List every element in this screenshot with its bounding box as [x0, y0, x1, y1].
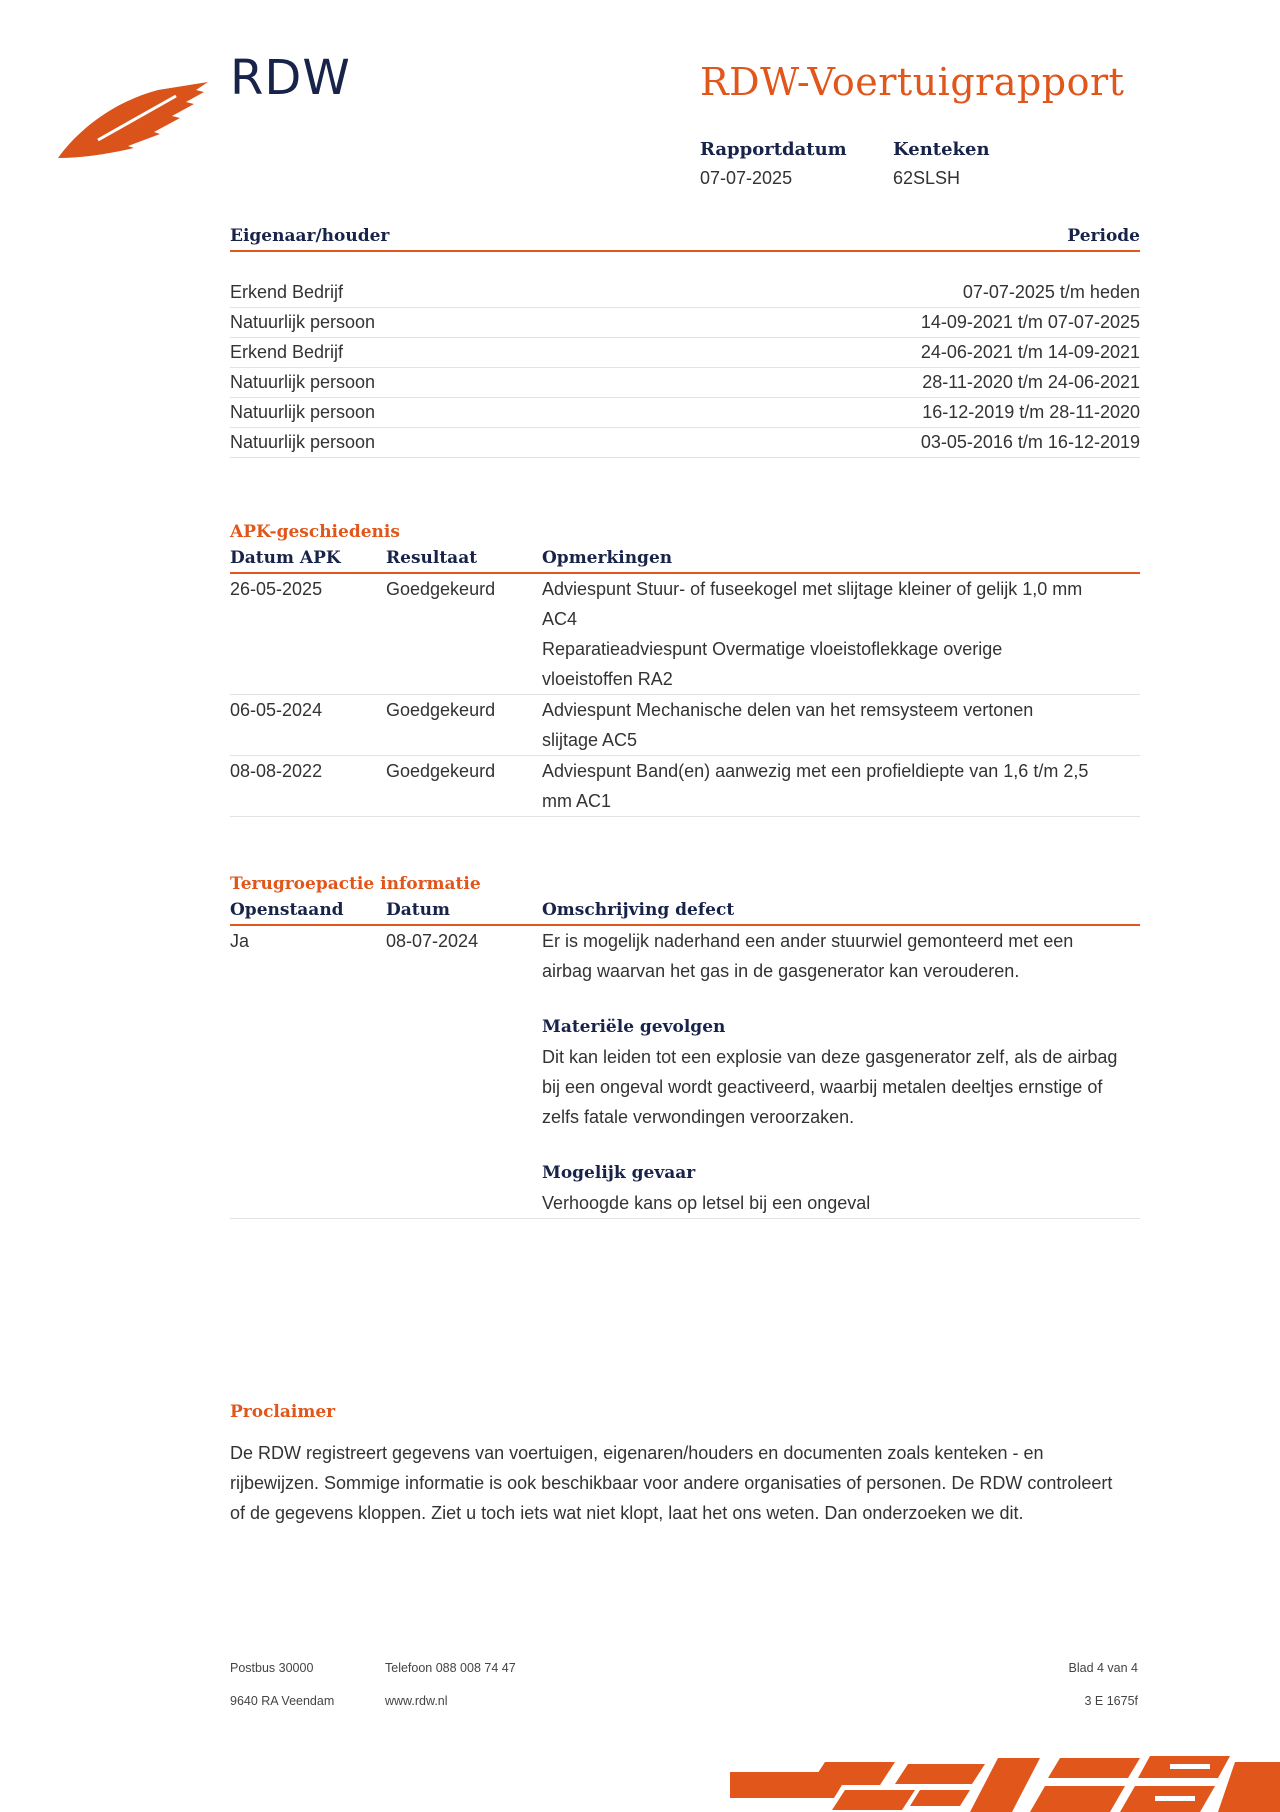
owner-cell: Natuurlijk persoon [230, 432, 376, 452]
col-period: Periode [1067, 226, 1140, 246]
logo-text: RDW [230, 50, 351, 106]
owner-cell: Natuurlijk persoon [230, 312, 376, 332]
recall-section [230, 872, 1140, 1219]
apk-section [230, 520, 1140, 817]
apk-remark: Adviespunt Stuur- of fuseekogel met slijtage kleiner of gelijk 1,0 mm AC4 [542, 579, 1083, 629]
period-cell: 28-11-2020 t/m 24-06-2021 [922, 372, 1140, 392]
consequences-text: Dit kan leiden tot een explosie van deze gasgenerator zelf, als de airbag bij een ongeval wordt geactiveerd, waarbij metalen deeltjes ernstige of zelfs fatale verwondingen veroorzaken. [542, 1047, 1118, 1127]
table-row [230, 926, 1140, 1219]
owner-cell: Natuurlijk persoon [230, 402, 376, 422]
recall-title: Terugroepactie informatie [230, 874, 481, 894]
table-row [230, 695, 1140, 756]
col-open: Openstaand [230, 900, 344, 920]
owners-header [230, 226, 1140, 252]
recall-header [230, 900, 1140, 926]
proclaimer-section [230, 1400, 1140, 1528]
rdw-stripes-icon [730, 1750, 1280, 1812]
apk-date-cell: 26-05-2025 [230, 579, 323, 599]
kenteken-value: 62SLSH [893, 168, 961, 188]
col-defect: Omschrijving defect [542, 900, 735, 920]
footer-phone: Telefoon 088 008 74 47 [385, 1661, 516, 1675]
danger-label: Mogelijk gevaar [542, 1163, 696, 1183]
col-recall-date: Datum [386, 900, 450, 920]
period-cell: 16-12-2019 t/m 28-11-2020 [922, 402, 1140, 422]
rapportdatum-label: Rapportdatum [700, 139, 847, 160]
table-row [230, 398, 1140, 428]
table-row [230, 428, 1140, 458]
report-title: RDW-Voertuigrapport [700, 60, 1125, 104]
proclaimer-text: De RDW registreert gegevens van voertuigen, eigenaren/houders en documenten zoals kenteken - en rijbewijzen. Sommige informatie is ook beschikbaar voor andere organisaties of personen. De RDW controleert of de gegevens kloppen. Ziet u toch iets wat niet klopt, laat het ons weten. Dan onderzoeken we dit. [230, 1443, 1113, 1523]
proclaimer-title: Proclaimer [230, 1402, 336, 1422]
rdw-logo-icon [58, 80, 208, 162]
recall-date-cell: 08-07-2024 [386, 931, 479, 951]
period-cell: 03-05-2016 t/m 16-12-2019 [920, 432, 1140, 452]
owners-section [230, 226, 1140, 458]
consequences-label: Materiële gevolgen [542, 1017, 726, 1037]
apk-remark: Reparatieadviespunt Overmatige vloeistoflekkage overige vloeistoffen RA2 [542, 639, 1003, 689]
apk-result-cell: Goedgekeurd [386, 761, 496, 781]
owner-cell: Erkend Bedrijf [230, 342, 344, 362]
apk-result-cell: Goedgekeurd [386, 579, 496, 599]
owner-cell: Natuurlijk persoon [230, 372, 376, 392]
owner-rows [230, 278, 1140, 458]
apk-title: APK-geschiedenis [230, 522, 400, 542]
rapportdatum-value: 07-07-2025 [700, 168, 793, 188]
col-apk-result: Resultaat [386, 548, 478, 568]
col-apk-remarks: Opmerkingen [542, 548, 673, 568]
footer-postbus: Postbus 30000 [230, 1661, 314, 1675]
footer-page: Blad 4 van 4 [1068, 1661, 1138, 1675]
apk-result-cell: Goedgekeurd [386, 700, 496, 720]
table-row [230, 756, 1140, 817]
apk-remarks-cell [542, 695, 1140, 755]
recall-desc-cell [542, 926, 1140, 1218]
kenteken-label: Kenteken [893, 139, 990, 160]
danger-text: Verhoogde kans op letsel bij een ongeval [542, 1193, 871, 1213]
owner-cell: Erkend Bedrijf [230, 282, 344, 302]
col-apk-date: Datum APK [230, 548, 341, 568]
period-cell: 07-07-2025 t/m heden [962, 282, 1140, 302]
table-row [230, 308, 1140, 338]
period-cell: 14-09-2021 t/m 07-07-2025 [920, 312, 1140, 332]
apk-date-cell: 08-08-2022 [230, 761, 323, 781]
table-row [230, 338, 1140, 368]
table-row [230, 278, 1140, 308]
recall-open-cell: Ja [230, 931, 250, 951]
apk-header [230, 548, 1140, 574]
period-cell: 24-06-2021 t/m 14-09-2021 [920, 342, 1140, 362]
table-row [230, 368, 1140, 398]
footer-city: 9640 RA Veendam [230, 1694, 335, 1708]
footer-web[interactable]: www.rdw.nl [385, 1694, 448, 1708]
apk-date-cell: 06-05-2024 [230, 700, 323, 720]
recall-description: Er is mogelijk naderhand een ander stuurwiel gemonteerd met een airbag waarvan het gas in de gasgenerator kan verouderen. [542, 931, 1074, 981]
apk-remark: Adviespunt Band(en) aanwezig met een profieldiepte van 1,6 t/m 2,5 mm AC1 [542, 761, 1089, 811]
footer-code: 3 E 1675f [1084, 1694, 1138, 1708]
col-owner: Eigenaar/houder [230, 226, 390, 246]
apk-remarks-cell [542, 756, 1140, 816]
apk-remarks-cell [542, 574, 1140, 694]
apk-remark: Adviespunt Mechanische delen van het remsysteem vertonen slijtage AC5 [542, 700, 1034, 750]
table-row [230, 574, 1140, 695]
